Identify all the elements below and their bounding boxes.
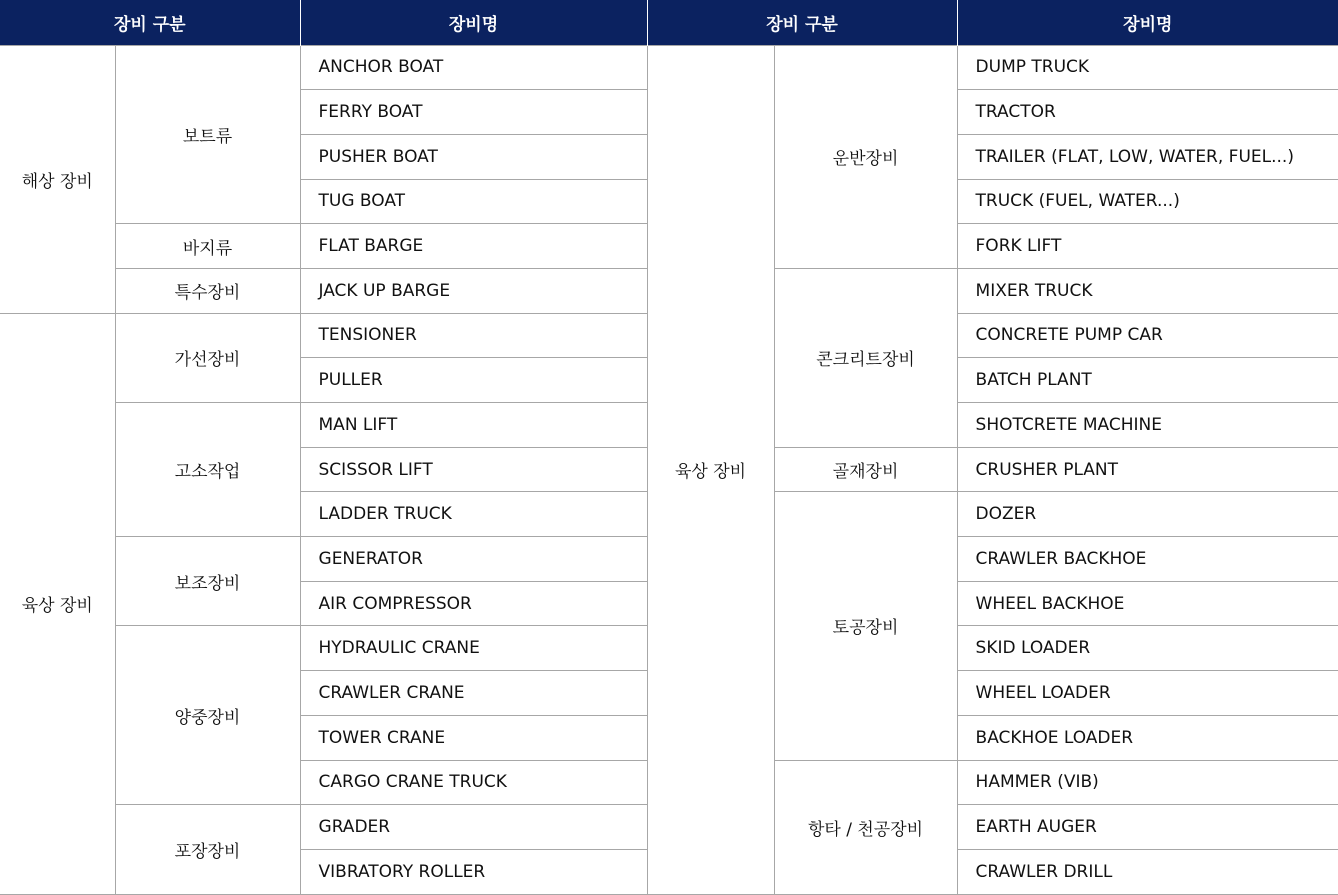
right-equipment-name-cell: WHEEL BACKHOE — [957, 581, 1338, 626]
right-equipment-name-cell: TRUCK (FUEL, WATER...) — [957, 179, 1338, 224]
right-equipment-name-cell: MIXER TRUCK — [957, 268, 1338, 313]
left-equipment-name-cell: LADDER TRUCK — [300, 492, 647, 537]
left-equipment-name-cell: SCISSOR LIFT — [300, 447, 647, 492]
left-subcategory-cell: 포장장비 — [115, 805, 300, 894]
right-equipment-name-cell: DUMP TRUCK — [957, 45, 1338, 90]
left-equipment-name-cell: GRADER — [300, 805, 647, 850]
left-subcategory-cell: 보트류 — [115, 45, 300, 224]
left-equipment-name-cell: FLAT BARGE — [300, 224, 647, 269]
right-equipment-name-cell: EARTH AUGER — [957, 805, 1338, 850]
right-category-cell: 육상 장비 — [647, 45, 774, 894]
right-subcategory-cell: 골재장비 — [774, 447, 957, 492]
left-equipment-name-cell: PULLER — [300, 358, 647, 403]
right-equipment-name-cell: TRAILER (FLAT, LOW, WATER, FUEL...) — [957, 134, 1338, 179]
left-category-cell: 해상 장비 — [0, 45, 115, 313]
left-subcategory-cell: 보조장비 — [115, 537, 300, 626]
left-equipment-name-cell: VIBRATORY ROLLER — [300, 849, 647, 894]
right-equipment-name-cell: HAMMER (VIB) — [957, 760, 1338, 805]
left-equipment-name-cell: TENSIONER — [300, 313, 647, 358]
right-equipment-name-cell: CONCRETE PUMP CAR — [957, 313, 1338, 358]
left-equipment-name-cell: TOWER CRANE — [300, 715, 647, 760]
header-row — [0, 0, 1338, 45]
right-equipment-name-cell: FORK LIFT — [957, 224, 1338, 269]
right-equipment-name-cell: DOZER — [957, 492, 1338, 537]
left-subcategory-cell: 고소작업 — [115, 403, 300, 537]
right-equipment-name-cell: CRAWLER BACKHOE — [957, 537, 1338, 582]
left-equipment-name-cell: FERRY BOAT — [300, 90, 647, 135]
right-equipment-name-cell: BACKHOE LOADER — [957, 715, 1338, 760]
left-equipment-name-cell: ANCHOR BOAT — [300, 45, 647, 90]
left-equipment-name-cell: CRAWLER CRANE — [300, 671, 647, 716]
left-equipment-name-cell: GENERATOR — [300, 537, 647, 582]
right-equipment-name-cell: WHEEL LOADER — [957, 671, 1338, 716]
right-equipment-name-cell: CRAWLER DRILL — [957, 849, 1338, 894]
right-equipment-name-cell: SKID LOADER — [957, 626, 1338, 671]
left-equipment-name-cell: MAN LIFT — [300, 403, 647, 448]
right-equipment-name-cell: BATCH PLANT — [957, 358, 1338, 403]
right-subcategory-cell: 콘크리트장비 — [774, 268, 957, 447]
table-row — [0, 45, 1338, 90]
left-subcategory-cell: 가선장비 — [115, 313, 300, 402]
right-subcategory-cell: 운반장비 — [774, 45, 957, 268]
header-right-name: 장비명 — [957, 0, 1338, 45]
right-equipment-name-cell: SHOTCRETE MACHINE — [957, 403, 1338, 448]
left-equipment-name-cell: JACK UP BARGE — [300, 268, 647, 313]
right-subcategory-cell: 항타 / 천공장비 — [774, 760, 957, 894]
left-equipment-name-cell: AIR COMPRESSOR — [300, 581, 647, 626]
right-equipment-name-cell: CRUSHER PLANT — [957, 447, 1338, 492]
left-equipment-name-cell: HYDRAULIC CRANE — [300, 626, 647, 671]
left-subcategory-cell: 특수장비 — [115, 268, 300, 313]
header-right-category: 장비 구분 — [647, 0, 957, 45]
left-subcategory-cell: 양중장비 — [115, 626, 300, 805]
right-subcategory-cell: 토공장비 — [774, 492, 957, 760]
left-equipment-name-cell: PUSHER BOAT — [300, 134, 647, 179]
header-left-name: 장비명 — [300, 0, 647, 45]
left-subcategory-cell: 바지류 — [115, 224, 300, 269]
header-left-category: 장비 구분 — [0, 0, 300, 45]
left-category-cell: 육상 장비 — [0, 313, 115, 894]
left-equipment-name-cell: TUG BOAT — [300, 179, 647, 224]
left-equipment-name-cell: CARGO CRANE TRUCK — [300, 760, 647, 805]
right-equipment-name-cell: TRACTOR — [957, 90, 1338, 135]
